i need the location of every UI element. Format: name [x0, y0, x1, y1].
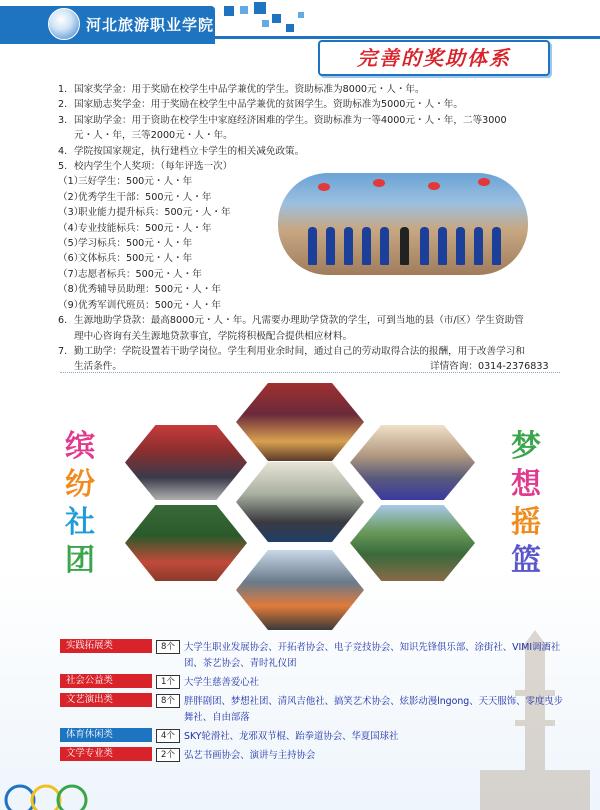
- photo-figure: [400, 227, 409, 265]
- award-item: （2） 优秀学生干部：500元・人・年: [58, 191, 212, 203]
- side-title-left: [60, 428, 100, 580]
- deco-square: [224, 6, 234, 16]
- club-count: 2个: [156, 748, 180, 762]
- club-row: [60, 691, 564, 726]
- club-names: 大学生慈善爱心社: [184, 677, 260, 688]
- photo-flower: [318, 183, 330, 191]
- side-char: 梦: [511, 429, 541, 464]
- club-count: 1个: [156, 675, 180, 689]
- club-row: [60, 637, 560, 672]
- award-item: （5） 学习标兵：500元・人・年: [58, 238, 193, 250]
- club-count: 8个: [156, 694, 180, 708]
- photo-figure: [344, 227, 353, 265]
- award-item: （4） 专业技能标兵：500元・人・年: [58, 222, 212, 234]
- club-photo-dance: [125, 425, 247, 500]
- deco-square: [298, 12, 304, 18]
- side-char: 社: [65, 505, 95, 540]
- side-char: 纷: [65, 467, 95, 502]
- award-item: （7） 志愿者标兵：500元・人・年: [58, 268, 202, 280]
- award-list: [58, 174, 273, 313]
- policy-item: 5. 校内学生个人奖项：（每年评选一次）: [58, 161, 233, 173]
- side-title-right: [506, 428, 546, 580]
- club-photo-yoga: [350, 425, 475, 500]
- photo-figure: [380, 227, 389, 265]
- photo-figure: [474, 227, 483, 265]
- club-row: [60, 672, 560, 691]
- photo-figure: [456, 227, 465, 265]
- policy-item: 4. 学院按国家规定，执行建档立卡学生的相关减免政策。: [58, 145, 305, 157]
- club-names: 弘艺书画协会、演讲与主持协会: [184, 750, 316, 761]
- section-divider: [60, 372, 560, 373]
- deco-square: [254, 2, 266, 14]
- deco-square: [272, 14, 281, 23]
- deco-square: [240, 6, 248, 14]
- club-photo-stage: [236, 383, 364, 461]
- side-char: 想: [511, 467, 541, 502]
- photo-flower: [373, 179, 385, 187]
- club-list: [60, 637, 564, 764]
- club-category: 文学专业类: [60, 747, 152, 761]
- deco-square: [262, 20, 269, 27]
- club-category: 实践拓展类: [60, 639, 152, 653]
- deco-square: [286, 24, 294, 32]
- club-row: [60, 726, 560, 745]
- award-item: （3） 职业能力提升标兵：500元・人・年: [58, 207, 231, 219]
- side-char: 缤: [65, 429, 95, 464]
- club-photo-outdoor: [350, 505, 475, 581]
- club-names: 胖胖剧团、梦想社团、清风吉他社、搞笑艺术协会、炫影动漫lngong、天天服饰、零度曳步舞社、自由部落: [184, 696, 564, 723]
- policy-item: 7. 勤工助学：学院设置若干助学岗位。学生利用业余时间，通过自己的劳动取得合法的报酬，用于改善学习和生活条件。: [58, 345, 525, 373]
- club-count: 8个: [156, 640, 180, 654]
- club-count: 4个: [156, 729, 180, 743]
- club-category: 社会公益类: [60, 674, 152, 688]
- photo-flower: [478, 178, 490, 186]
- photo-flower: [428, 182, 440, 190]
- club-photo-volunteer: [236, 550, 364, 630]
- banner-title: 完善的奖助体系: [357, 46, 511, 70]
- photo-figure: [438, 227, 447, 265]
- banner: [318, 40, 550, 76]
- policy-item: 3. 国家助学金：用于资助在校学生中家庭经济困难的学生。资助标准为一等4000元・人・年，二等3000元・人・年，三等2000元・人・年。: [58, 114, 507, 142]
- award-item: （1） 三好学生：500元・人・年: [58, 176, 193, 188]
- policy-item: 2. 国家励志奖学金：用于奖励在校学生中品学兼优的贫困学生。资助标准为5000元・人・年。: [58, 99, 463, 111]
- photo-figure: [326, 227, 335, 265]
- side-char: 摇: [511, 505, 541, 540]
- school-logo-icon: [48, 8, 80, 40]
- award-item: （8） 优秀辅导员助理：500元・人・年: [58, 284, 222, 296]
- policy-item: 1. 国家奖学金：用于奖励在校学生中品学兼优的学生。资助标准为8000元・人・年。: [58, 84, 425, 95]
- award-item: （9） 优秀军训代班员：500元・人・年: [58, 299, 222, 311]
- side-char: 团: [65, 543, 95, 578]
- club-names: 大学生职业发展协会、开拓者协会、电子竞技协会、知识先锋俱乐部、涂街社、VIMI调酒社团、茶艺协会、青时礼仪团: [184, 642, 561, 669]
- consult-phone: 详情咨询：0314-2376833: [430, 361, 549, 372]
- photo-figure: [308, 227, 317, 265]
- side-char: 篮: [511, 543, 541, 578]
- policy-item: 6. 生源地助学贷款：最高8000元・人・年。凡需要办理助学贷款的学生，可到当地的县（市/区）学生资助管理中心咨询有关生源地贷款事宜，学院将积极配合提供相应材料。: [58, 315, 524, 342]
- club-names: SKY轮滑社、龙邪双节棍、跆拳道协会、华夏国球社: [184, 731, 399, 742]
- club-photo-soccer: [125, 505, 247, 581]
- club-row: [60, 745, 560, 764]
- rings-decoration-icon: [0, 760, 120, 810]
- photo-figure: [362, 227, 371, 265]
- club-category: 体育休闲类: [60, 728, 152, 742]
- award-item: （6） 文体标兵：500元・人・年: [58, 253, 193, 265]
- photo-figure: [420, 227, 429, 265]
- club-photo-band: [236, 462, 364, 542]
- club-category: 文艺演出类: [60, 693, 152, 707]
- parade-photo: [278, 173, 528, 275]
- photo-figure: [492, 227, 501, 265]
- school-name: 河北旅游职业学院: [86, 16, 215, 34]
- header-line: [215, 36, 600, 39]
